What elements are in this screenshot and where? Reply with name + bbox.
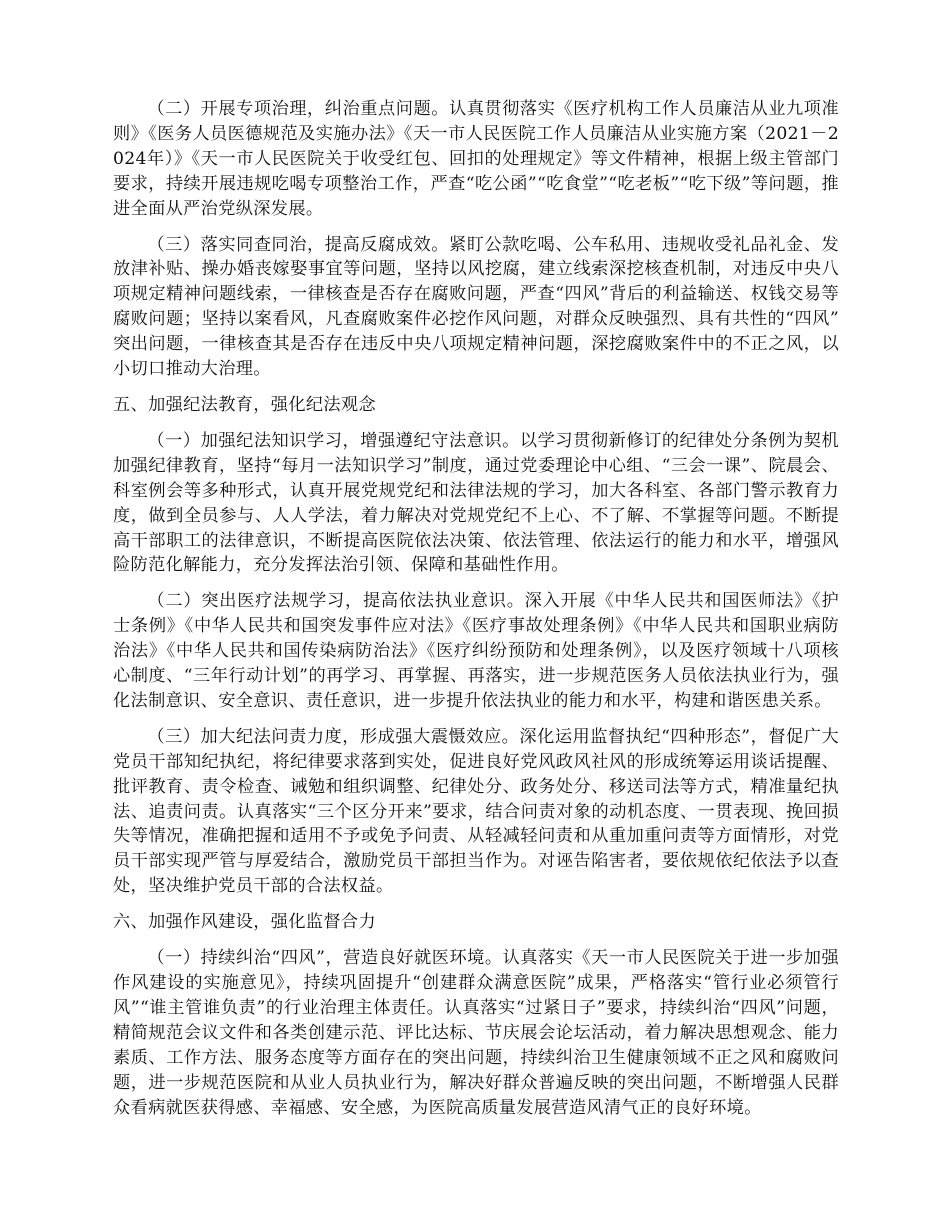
- paragraph-section4-item3: （三）落实同查同治，提高反腐成效。紧盯公款吃喝、公车私用、违规收受礼品礼金、发放津补贴、操办婚丧嫁娶事宜等问题，坚持以风挖腐，建立线索深挖核查机制，对违反中央八项规定精神问题线索，一律核查是否存在腐败问题，严查“四风”背后的利益输送、权钱交易等腐败问题；坚持以案看风，凡查腐败案件必挖作风问题，对群众反映强烈、具有共性的“四风”突出问题，一律核查其是否存在违反中央八项规定精神问题，深挖腐败案件中的不正之风，以小切口推动大治理。: [113, 234, 839, 380]
- heading-section6: 六、加强作风建设，强化监督合力: [113, 912, 376, 933]
- document-body: [113, 97, 839, 1120]
- heading-section5: 五、加强纪法教育，强化纪法观念: [113, 394, 376, 415]
- paragraph-section6-item1: （一）持续纠治“四风”，营造良好就医环境。认真落实《天一市人民医院关于进一步加强作风建设的实施意见》，持续巩固提升“创建群众满意医院”成果，严格落实“管行业必须管行风”“谁主管谁负责”的行业治理主体责任。认真落实“过紧日子”要求，持续纠治“四风”问题，精简规范会议文件和各类创建示范、评比达标、节庆展会论坛活动，着力解决思想观念、能力素质、工作方法、服务态度等方面存在的突出问题，持续纠治卫生健康领域不正之风和腐败问题，进一步规范医院和从业人员执业行为，解决好群众普遍反映的突出问题，不断增强人民群众看病就医获得感、幸福感、安全感，为医院高质量发展营造风清气正的良好环境。: [113, 948, 839, 1118]
- paragraph-section5-item2: （二）突出医疗法规学习，提高依法执业意识。深入开展《中华人民共和国医师法》《护士条例》《中华人民共和国突发事件应对法》《医疗事故处理条例》《中华人民共和国职业病防治法》《中华人民共和国传染病防治法》《医疗纠纷预防和处理条例》，以及医疗领域十八项核心制度、“三年行动计划”的再学习、再掌握、再落实，进一步规范医务人员依法执业行为，强化法制意识、安全意识、责任意识，进一步提升依法执业的能力和水平，构建和谐医患关系。: [113, 591, 839, 711]
- paragraph-section4-item2: （二）开展专项治理，纠治重点问题。认真贯彻落实《医疗机构工作人员廉洁从业九项准则》《医务人员医德规范及实施办法》《天一市人民医院工作人员廉洁从业实施方案（2021－2024年）》《天一市人民医院关于收受红包、回扣的处理规定》等文件精神，根据上级主管部门要求，持续开展违规吃喝专项整治工作，严查“吃公函”“吃食堂”“吃老板”“吃下级”等问题，推进全面从严治党纵深发展。: [113, 99, 839, 219]
- paragraph-section5-item1: （一）加强纪法知识学习，增强遵纪守法意识。以学习贯彻新修订的纪律处分条例为契机加强纪律教育，坚持“每月一法知识学习”制度，通过党委理论中心组、“三会一课”、院晨会、科室例会等多种形式，认真开展党规党纪和法律法规的学习，加大各科室、各部门警示教育力度，做到全员参与、人人学法，着力解决对党规党纪不上心、不了解、不掌握等问题。不断提高干部职工的法律意识，不断提高医院依法决策、依法管理、依法运行的能力和水平，增强风险防范化解能力，充分发挥法治引领、保障和基础性作用。: [113, 430, 839, 576]
- paragraph-section5-item3: （三）加大纪法问责力度，形成强大震慑效应。深化运用监督执纪“四种形态”，督促广大党员干部知纪执纪，将纪律要求落到实处，促进良好党风政风社风的形成统筹运用谈话提醒、批评教育、责令检查、诫勉和组织调整、纪律处分、政务处分、移送司法等方式，精准量纪执法、追责问责。认真落实“三个区分开来”要求，结合问责对象的动机态度、一贯表现、挽回损失等情况，准确把握和适用不予或免予问责、从轻减轻问责和从重加重问责等方面情形，对党员干部实现严管与厚爱结合，激励党员干部担当作为。对诬告陷害者，要依规依纪依法予以查处，坚决维护党员干部的合法权益。: [113, 726, 839, 897]
